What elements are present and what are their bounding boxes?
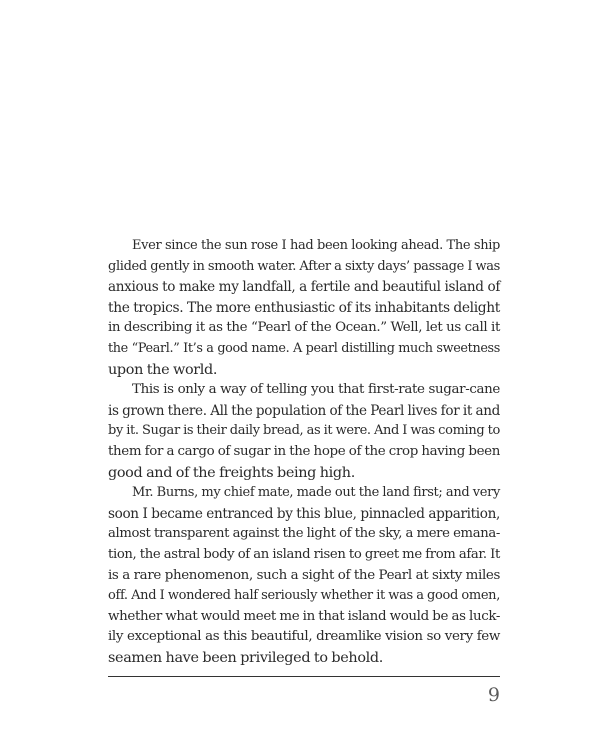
paragraph-2-line-5: good and of the freights being high. [108,464,355,481]
paragraph-2-line-1: This is only a way of telling you that first-rate sugar-cane [132,382,500,398]
page-number: 9 [487,684,500,706]
paragraph-3-line-9: seamen have been privileged to behold. [108,649,383,666]
paragraph-3-line-6: off. And I wondered half seriously whether it was a good omen, [108,588,500,604]
paragraph-3-line-1: Mr. Burns, my chief mate, made out the land first; and very [132,485,500,501]
paragraph-1-line-5: in describing it as the “Pearl of the Ocean.” Well, let us call it [108,320,500,336]
paragraph-1-line-4: the tropics. The more enthusiastic of its inhabitants delight [108,299,500,316]
footer-rule [108,676,500,677]
paragraph-1-line-1: Ever since the sun rose I had been looking ahead. The ship [132,238,500,253]
paragraph-3-line-4: tion, the astral body of an island risen to greet me from afar. It [108,546,500,562]
paragraph-3-line-8: ily exceptional as this beautiful, dreamlike vision so very few [108,629,500,645]
paragraph-3-line-7: whether what would meet me in that island would be as luck- [108,608,501,624]
paragraph-3-line-2: soon I became entranced by this blue, pinnacled apparition, [108,505,500,522]
paragraph-2-line-4: them for a cargo of sugar in the hope of the crop having been [108,443,500,459]
paragraph-2-line-3: by it. Sugar is their daily bread, as it were. And I was coming to [108,423,500,439]
paragraph-1-line-7: upon the world. [108,361,218,378]
paragraph-1-line-6: the “Pearl.” It’s a good name. A pearl distilling much sweetness [108,340,500,356]
body-text [108,236,500,668]
paragraph-1-line-2: glided gently in smooth water. After a sixty days’ passage I was [108,258,500,274]
paragraph-2-line-2: is grown there. All the population of the Pearl lives for it and [108,402,500,419]
paragraph-3-line-3: almost transparent against the light of the sky, a mere emana- [108,526,500,542]
paragraph-3-line-5: is a rare phenomenon, such a sight of the Pearl at sixty miles [108,567,500,583]
paragraph-1-line-3: anxious to make my landfall, a fertile and beautiful island of [108,279,500,296]
